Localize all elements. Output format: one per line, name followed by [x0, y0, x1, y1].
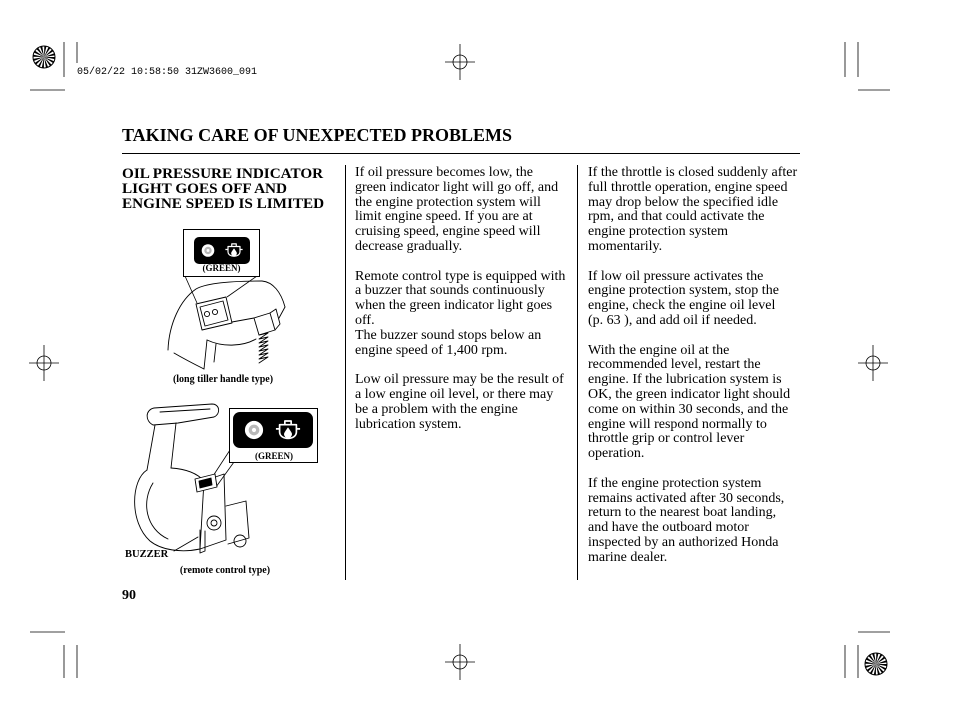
- buzzer-leader-line: [174, 537, 198, 551]
- text-line: may drop below the specified idle: [588, 194, 779, 210]
- text-line: recommended level, restart the: [588, 357, 761, 373]
- paragraph: [355, 270, 565, 359]
- paragraph: [355, 373, 565, 432]
- text-line: OK, the green indicator light should: [588, 386, 791, 402]
- section-heading: [122, 166, 324, 211]
- text-line: decrease gradually.: [355, 238, 463, 254]
- text-line: green indicator light will go off, and: [355, 179, 559, 195]
- column-middle: [355, 166, 565, 447]
- paragraph: [588, 166, 797, 255]
- tiller-figure: [168, 230, 285, 370]
- tiller-callout-leader-right: [227, 276, 257, 297]
- text-line: engine speed of 1,400 rpm.: [355, 342, 508, 358]
- control-box-knob-center: [211, 520, 217, 526]
- text-line: the engine protection system will: [355, 194, 541, 210]
- text-line: when the green indicator light goes: [355, 298, 553, 314]
- text-line: engine will respond normally to: [588, 416, 767, 432]
- paragraph: [588, 344, 797, 462]
- text-line: come on within 30 seconds, and the: [588, 401, 789, 417]
- text-line: Remote control type is equipped with: [355, 268, 566, 284]
- remote-figure: [135, 404, 318, 553]
- section-heading-line: LIGHT GOES OFF AND: [122, 180, 287, 197]
- text-line: return to the nearest boat landing,: [588, 505, 777, 521]
- indicator-lamp-icon: [245, 421, 263, 439]
- column-right: [588, 166, 797, 580]
- tiller-arm-front: [204, 340, 207, 369]
- text-line: throttle grip or control lever: [588, 431, 745, 447]
- text-line: (p. 63 ), and add oil if needed.: [588, 312, 757, 328]
- section-heading-line: OIL PRESSURE INDICATOR: [122, 165, 324, 182]
- paragraph: [588, 270, 797, 329]
- text-line: be a problem with the engine: [355, 401, 518, 417]
- page-number: 90: [122, 588, 136, 603]
- control-lever-arm-right: [171, 423, 176, 468]
- remote-callout-leader-bottom: [216, 462, 234, 487]
- text-line: engine. If the lubrication system is: [588, 372, 782, 388]
- tiller-spring-icon: [259, 333, 268, 363]
- paragraph: [355, 166, 565, 255]
- paragraph: [588, 477, 797, 566]
- control-box-inner-contour: [147, 483, 168, 539]
- tiller-figure-caption: (long tiller handle type): [172, 374, 274, 385]
- text-line: engine, check the engine oil level: [588, 298, 776, 314]
- text-line: If oil pressure becomes low, the: [355, 165, 533, 180]
- text-line: If the throttle is closed suddenly after: [588, 165, 798, 180]
- tiller-arm-underside: [207, 339, 256, 345]
- registration-crosshair-right: [858, 345, 888, 381]
- control-box-housing: [135, 468, 204, 551]
- text-line: inspected by an authorized Honda: [588, 534, 779, 550]
- text-line: With the engine oil at the: [588, 342, 730, 358]
- text-line: lubrication system.: [355, 416, 462, 432]
- control-lever-grip: [147, 404, 219, 425]
- text-line: limit engine speed. If you are at: [355, 209, 533, 225]
- text-line: engine protection system, stop the: [588, 283, 779, 299]
- registration-crosshair-bottom: [445, 644, 475, 680]
- remote-callout-leader-top: [213, 450, 230, 476]
- text-line: a buzzer that sounds continuously: [355, 283, 545, 299]
- section-heading-line: ENGINE SPEED IS LIMITED: [122, 195, 325, 212]
- text-line: a low engine oil level, or there may: [355, 386, 554, 402]
- tiller-cowling-lower-edge: [174, 353, 204, 369]
- tiller-handle-illustration: [168, 281, 285, 369]
- text-line: and have the outboard motor: [588, 520, 749, 536]
- control-box-knob: [207, 516, 221, 530]
- text-line: remains activated after 30 seconds,: [588, 490, 785, 506]
- print-timestamp: 05/02/22 10:58:50 31ZW3600_091: [77, 67, 258, 78]
- tiller-rod: [232, 318, 254, 322]
- tiller-arm-back: [214, 344, 216, 362]
- control-lever-arm-left: [147, 425, 155, 470]
- text-line: cruising speed, engine speed will: [355, 224, 541, 240]
- indicator-lamp-icon: [202, 244, 215, 257]
- tiller-indicator-color-label: (GREEN): [202, 263, 241, 273]
- remote-indicator-color-label: (GREEN): [255, 451, 293, 461]
- registration-crosshair-left: [29, 345, 59, 381]
- registration-crosshair-top: [445, 44, 475, 80]
- registration-sunburst-top-left: [33, 46, 55, 68]
- buzzer-label: BUZZER: [125, 549, 169, 560]
- text-line: Low oil pressure may be the result of: [355, 372, 564, 388]
- text-line: rpm, and that could activate the: [588, 209, 765, 225]
- tiller-cowling-right-edge: [279, 307, 285, 318]
- remote-figure-caption: (remote control type): [179, 565, 271, 576]
- text-line: The buzzer sound stops below an: [355, 327, 542, 343]
- text-line: operation.: [588, 446, 645, 462]
- text-line: marine dealer.: [588, 549, 668, 565]
- page-title: TAKING CARE OF UNEXPECTED PROBLEMS: [122, 125, 513, 145]
- registration-sunburst-bottom-right: [865, 653, 887, 675]
- text-line: momentarily.: [588, 238, 663, 254]
- text-line: off.: [355, 312, 375, 328]
- text-line: If low oil pressure activates the: [588, 268, 764, 284]
- text-line: engine protection system: [588, 224, 728, 240]
- control-box-mechanism: [226, 501, 249, 544]
- text-line: full throttle operation, engine speed: [588, 179, 788, 195]
- tiller-throttle-grip: [254, 313, 275, 335]
- text-line: If the engine protection system: [588, 475, 762, 491]
